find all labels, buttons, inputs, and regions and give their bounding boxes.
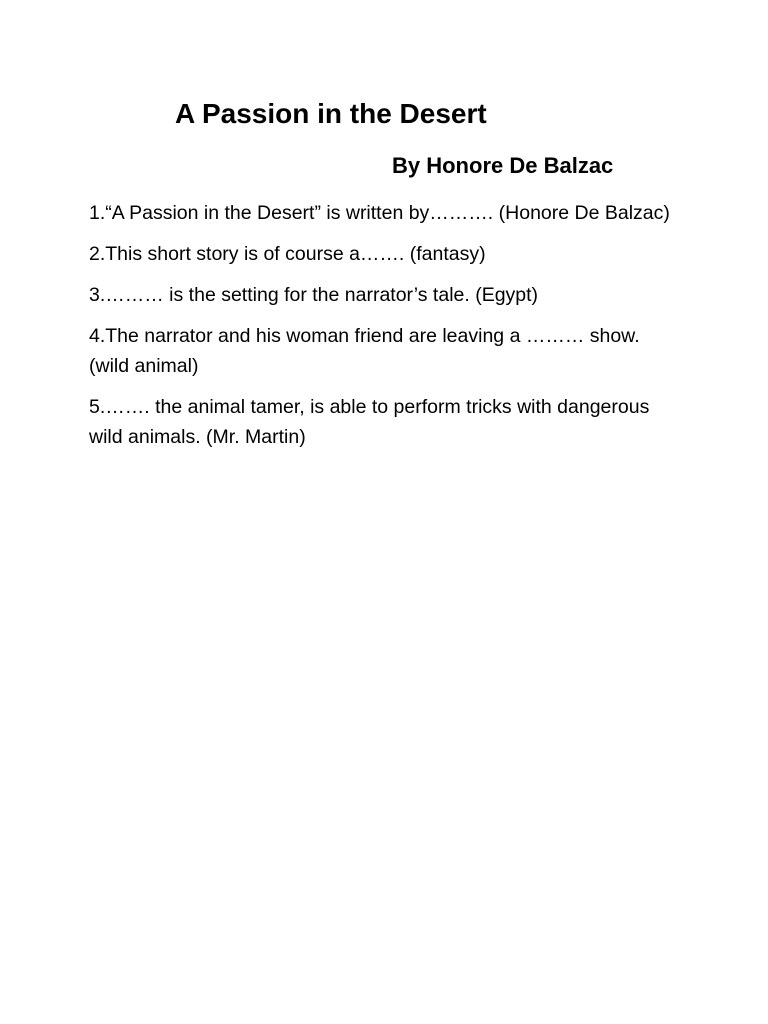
question-3: 3.……… is the setting for the narrator’s tale. (Egypt) — [89, 284, 539, 306]
document-title: A Passion in the Desert — [175, 98, 487, 129]
question-5: 5.……. the animal tamer, is able to perform tricks with dangerous wild animals. (Mr. Martin) — [89, 396, 650, 448]
question-list — [89, 198, 679, 463]
question-1: 1.“A Passion in the Desert” is written by………. (Honore De Balzac) — [89, 202, 670, 224]
document-author: By Honore De Balzac — [392, 153, 614, 178]
question-4: 4.The narrator and his woman friend are leaving a ……… show. (wild animal) — [89, 325, 640, 377]
question-2: 2.This short story is of course a……. (fantasy) — [89, 243, 486, 265]
